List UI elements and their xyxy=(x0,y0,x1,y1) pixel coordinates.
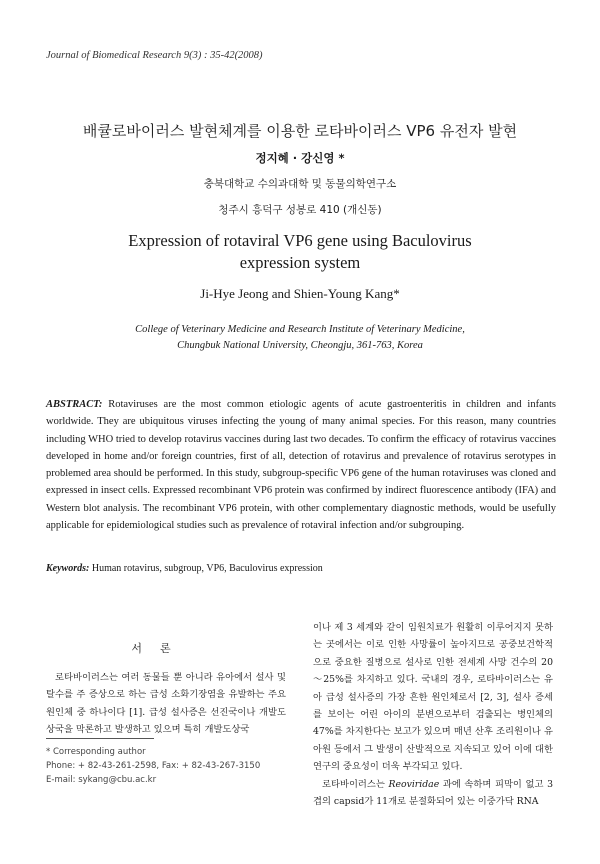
english-authors: Ji-Hye Jeong and Shien-Young Kang* xyxy=(200,286,400,301)
right-column-paragraph-2-rest: 과에 속하며 피막이 없고 3겹의 capsid가 11개로 분절화되어 있는 이중가닥 RNA xyxy=(313,778,554,808)
english-title xyxy=(0,230,600,274)
english-title-line2: expression system xyxy=(239,253,361,272)
keywords-text: Human rotavirus, subgroup, VP6, Baculovirus expression xyxy=(89,563,323,574)
abstract xyxy=(46,396,556,534)
korean-title: 배큘로바이러스 발현체계를 이용한 로타바이러스 VP6 유전자 발현 xyxy=(82,122,518,140)
footnote-phone-fax: Phone: + 82-43-261-2598, Fax: + 82-43-267-3150 xyxy=(46,761,261,772)
section-heading-introduction: 서론 xyxy=(131,642,189,655)
journal-citation: Journal of Biomedical Research 9(3) : 35-42(2008) xyxy=(46,50,263,61)
footnote-divider xyxy=(46,738,154,739)
footnote-email: E-mail: sykang@cbu.ac.kr xyxy=(46,775,157,786)
right-column-paragraph-2 xyxy=(313,776,553,811)
family-name-reoviridae: Reoviridae xyxy=(388,778,440,790)
right-column-paragraph-2-start: 로타바이러스는 xyxy=(322,778,389,790)
footnote xyxy=(46,745,260,788)
right-column xyxy=(313,619,553,810)
left-column xyxy=(46,669,286,739)
keywords xyxy=(46,563,323,574)
english-title-line1: Expression of rotaviral VP6 gene using Baculovirus xyxy=(128,231,472,250)
left-column-paragraph: 로타바이러스는 여러 동물들 뿐 아니라 유아에서 설사 및 탈수를 주 증상으로 하는 급성 소화기장염을 유발하는 주요 원인체 중 하나이다 [1]. 급성 설사증은 선진국이나 개발도상국을 막론하고 발생하고 있으며 특히 개발도상국 xyxy=(46,672,286,736)
korean-address: 청주시 흥덕구 성봉로 410 (개신동) xyxy=(218,204,382,216)
english-affiliation xyxy=(0,322,600,354)
abstract-text: Rotaviruses are the most common etiologic agents of acute gastroenteritis in children and infants worldwide. They are ubiquitous viruses infecting the young of many animal species. For this reason, many countries including WHO tried to develop rotavirus vaccines during last two decades. To confirm the efficacy of rotavirus vaccines developed in home and/or foreign countries, first of all, detection of rotavirus and prevalence of rotavirus serotypes in problemed area should be performed. In this study, subgroup-specific VP6 gene of the human rotaviruses was cloned and expressed in insect cells. Expressed recombinant VP6 protein was confirmed by indirect fluorescence antibody (IFA) and Western blot analysis. The recombinant VP6 protein, with other complementary diagnostic methods, would be usefully applicable for epidemiological studies such as prevalence of rotaviral infection and/or subgrouping. xyxy=(46,399,556,532)
footnote-corresponding-author: * Corresponding author xyxy=(46,747,146,757)
right-column-paragraph-1: 이나 제 3 세계와 같이 임원치료가 원활히 이루어지지 못하는 곳에서는 이로 인한 사망률이 높아지므로 공중보건학적으로 중요한 질병으로 설사로 인한 전세계 사망 건수의 20～25%를 차지하고 있다. 국내의 경우, 로타바이러스는 유아 급성 설사증의 가장 흔한 원인체로서 [2, 3], 설사 증세를 보이는 어린 아이의 분변으로부터 검출되는 병인체의 47%를 차지한다는 보고가 있으며 매년 산후 조리원이나 유아원 등에서 그 발생이 산발적으로 지속되고 있어 이에 대한 연구의 중요성이 더욱 부각되고 있다. xyxy=(313,622,553,773)
abstract-label: ABSTRACT: xyxy=(46,399,103,410)
english-affiliation-line1: College of Veterinary Medicine and Research Institute of Veterinary Medicine, xyxy=(135,324,465,335)
english-affiliation-line2: Chungbuk National University, Cheongju, 361-763, Korea xyxy=(177,340,423,351)
korean-authors: 정지혜 · 강신영 * xyxy=(255,151,345,165)
korean-affiliation: 충북대학교 수의과대학 및 동물의학연구소 xyxy=(203,178,397,190)
keywords-label: Keywords: xyxy=(46,563,90,574)
